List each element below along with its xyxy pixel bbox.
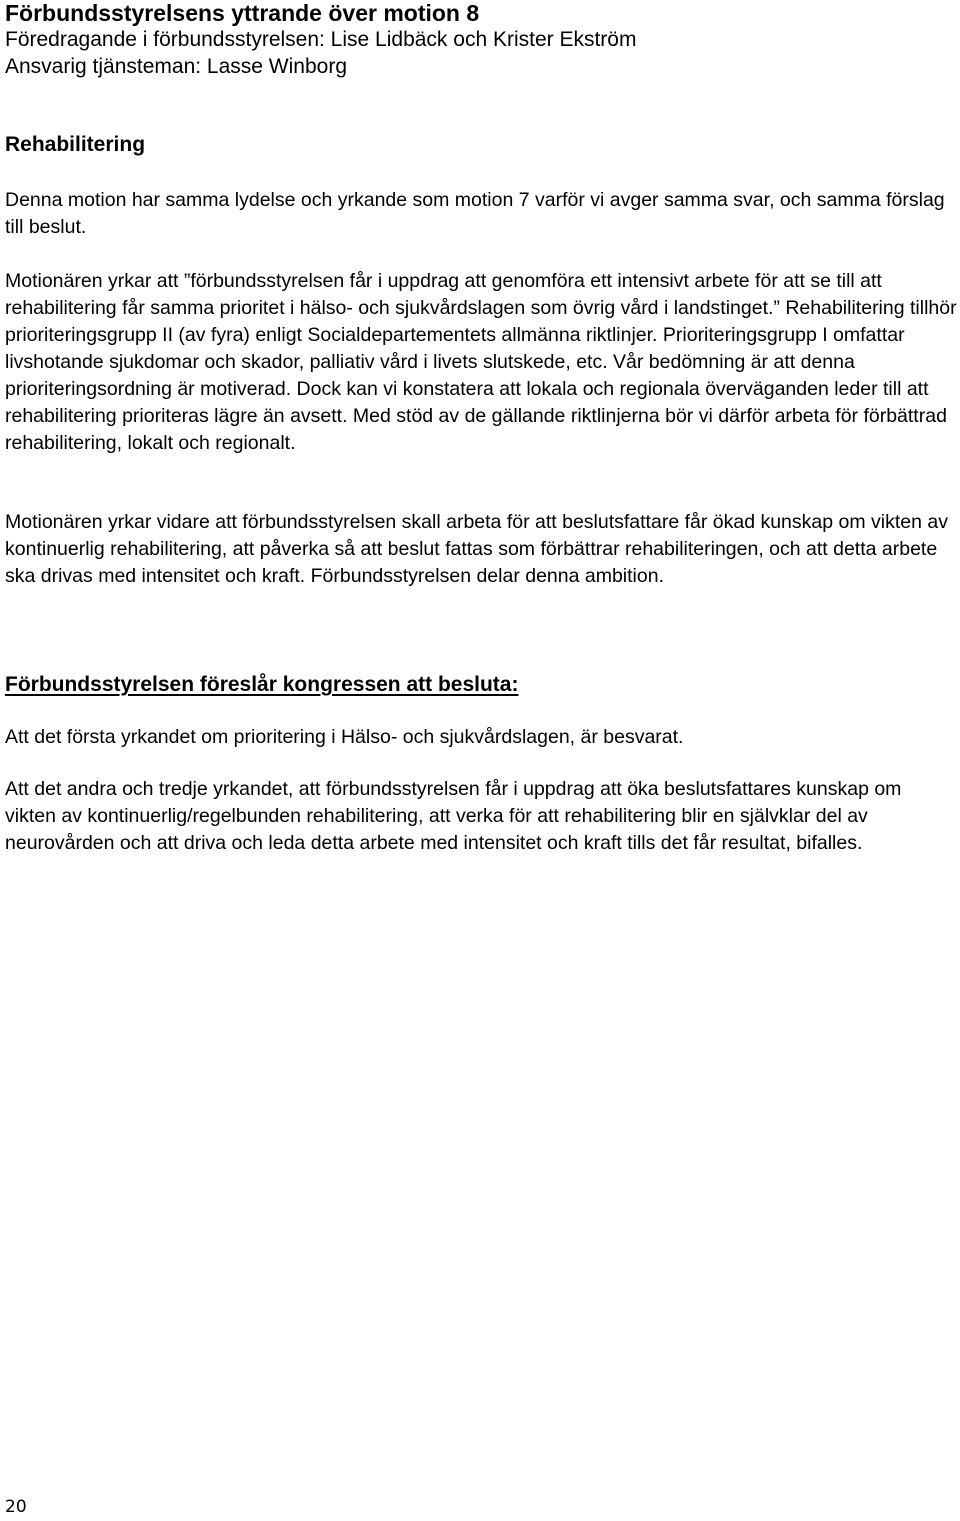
document-title: Förbundsstyrelsens yttrande över motion 8 (5, 0, 480, 26)
proposal-item-second: Att det andra och tredje yrkandet, att förbundsstyrelsen får i uppdrag att öka beslutsfattares kunskap om vikten av kontinuerlig/regelbunden rehabilitering, att verka för att rehabilitering blir en självklar del av neurovården och att driva och leda detta arbete med intensitet och kraft tills det får resultat, bifalles. (5, 778, 902, 854)
proposal-heading: Förbundsstyrelsen föreslår kongressen att besluta: (5, 673, 519, 696)
page-number: 20 (5, 1497, 27, 1517)
document-page (5, 0, 957, 854)
first-demand-paragraph: Motionären yrkar att ”förbundsstyrelsen får i uppdrag att genomföra ett intensivt arbete för att se till att rehabilitering får samma prioritet i hälso- och sjukvårdslagen som övrig vård i landstinget.” Rehabilitering tillhör prioriteringsgrupp II (av fyra) enligt Socialdepartementets allmänna riktlinjer. Prioriteringsgrupp I omfattar livshotande sjukdomar och skador, palliativ vård i livets slutskede, etc. Vår bedömning är att denna prioriteringsordning är motiverad. Dock kan vi konstatera att lokala och regionala överväganden leder till att rehabilitering prioriteras lägre än avsett. Med stöd av de gällande riktlinjerna bör vi därför arbeta för förbättrad rehabilitering, lokalt och regionalt. (5, 270, 957, 454)
rapporteurs-line: Föredragande i förbundsstyrelsen: Lise Lidbäck och Krister Ekström (5, 28, 637, 51)
intro-paragraph: Denna motion har samma lydelse och yrkande som motion 7 varför vi avger samma svar, och samma förslag till beslut. (5, 189, 945, 238)
responsible-official-line: Ansvarig tjänsteman: Lasse Winborg (5, 55, 347, 78)
proposal-item-first: Att det första yrkandet om prioritering i Hälso- och sjukvårdslagen, är besvarat. (5, 726, 684, 748)
second-demand-paragraph: Motionären yrkar vidare att förbundsstyrelsen skall arbeta för att beslutsfattare får ökad kunskap om vikten av kontinuerlig rehabilitering, att påverka så att beslut fattas som förbättrar rehabiliteringen, och att detta arbete ska drivas med intensitet och kraft. Förbundsstyrelsen delar denna ambition. (5, 511, 948, 587)
section-heading: Rehabilitering (5, 133, 146, 156)
